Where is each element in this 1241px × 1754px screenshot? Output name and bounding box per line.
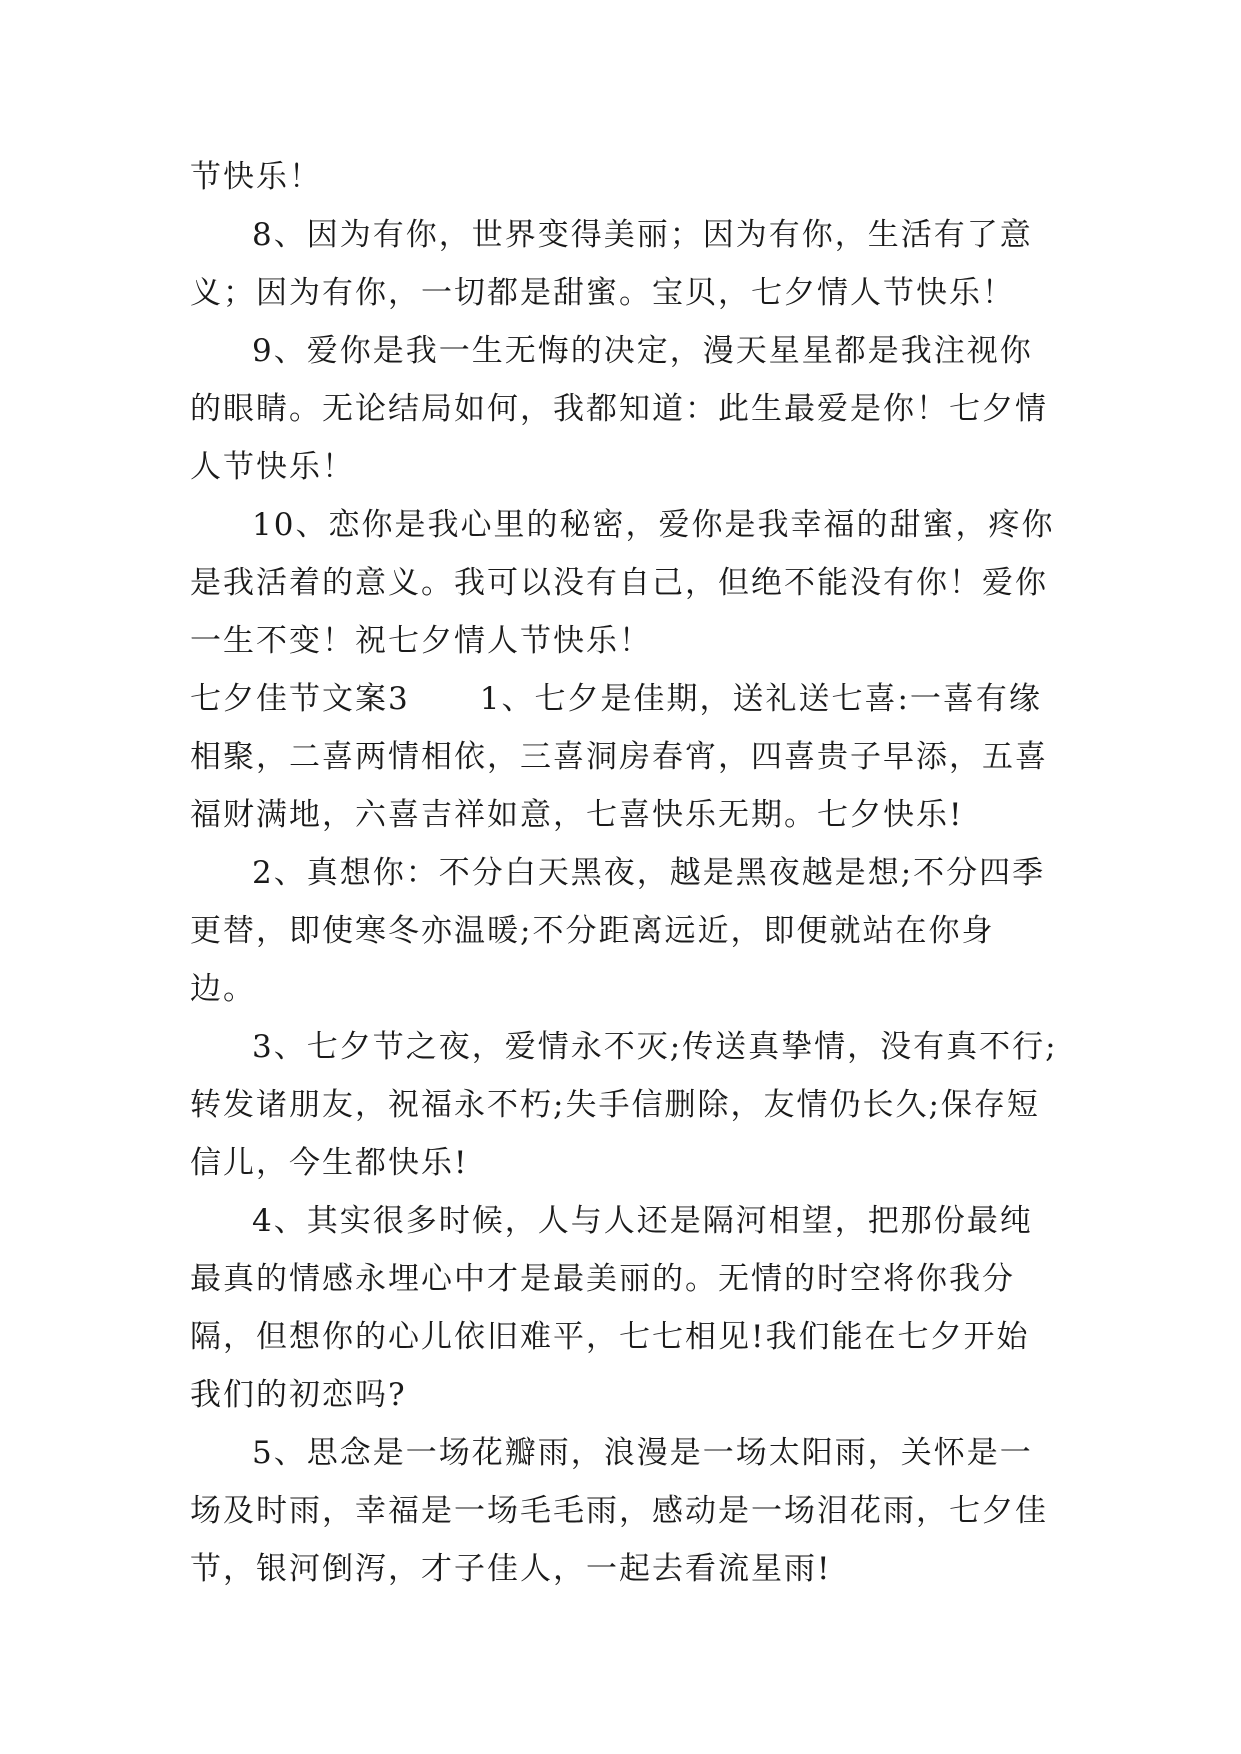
section-title: 七夕佳节文案3 (190, 681, 410, 717)
paragraph-10: 10、恋你是我心里的秘密，爱你是我幸福的甜蜜，疼你是我活着的意义。我可以没有自己，但绝不能没有你！爱你一生不变！祝七夕情人节快乐！ (190, 507, 1055, 659)
section-paragraph-5: 5、思念是一场花瓣雨，浪漫是一场太阳雨，关怀是一场及时雨，幸福是一场毛毛雨，感动是一场泪花雨，七夕佳节，银河倒泻，才子佳人，一起去看流星雨! (190, 1435, 1048, 1587)
section-paragraph-2: 2、真想你：不分白天黑夜，越是黑夜越是想;不分四季更替，即使寒冬亦温暖;不分距离远近，即便就站在你身边。 (190, 855, 1046, 1007)
section-paragraph-4: 4、其实很多时候，人与人还是隔河相望，把那份最纯最真的情感永埋心中才是最美丽的。无情的时空将你我分隔，但想你的心儿依旧难平，七七相见!我们能在七夕开始我们的初恋吗? (190, 1203, 1033, 1413)
paragraph-8: 8、因为有你，世界变得美丽；因为有你，生活有了意义；因为有你，一切都是甜蜜。宝贝，七夕情人节快乐！ (190, 217, 1033, 311)
section-item-1: 1、七夕是佳期，送礼送七喜:一喜有缘相聚，二喜两情相依，三喜洞房春宵，四喜贵子早添，五喜福财满地，六喜吉祥如意，七喜快乐无期。七夕快乐! (190, 681, 1048, 833)
section-paragraph-1 (190, 670, 1060, 844)
paragraph-continuation: 节快乐！ (190, 159, 322, 195)
section-paragraph-3: 3、七夕节之夜，爱情永不灭;传送真挚情，没有真不行;转发诸朋友，祝福永不朽;失手信删除，友情仍长久;保存短信儿，今生都快乐! (190, 1029, 1058, 1181)
document-body (190, 148, 1060, 1598)
paragraph-9: 9、爱你是我一生无悔的决定，漫天星星都是我注视你的眼睛。无论结局如何，我都知道：此生最爱是你！七夕情人节快乐！ (190, 333, 1048, 485)
